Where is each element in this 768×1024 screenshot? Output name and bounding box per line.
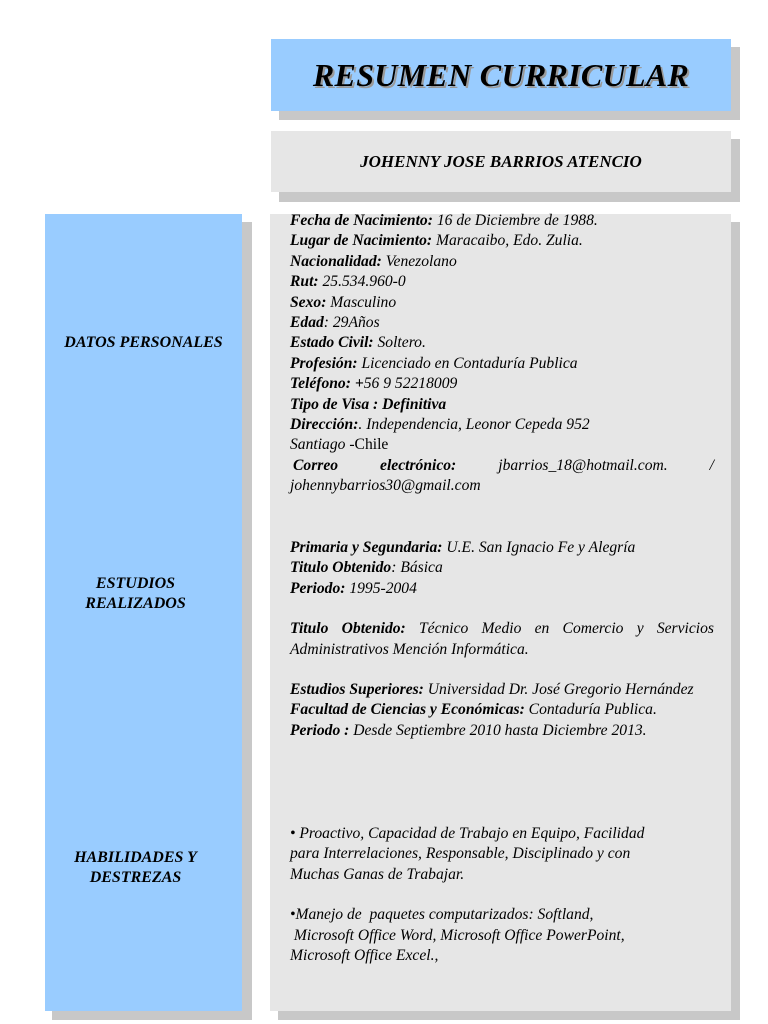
- section-label-personal: [45, 333, 242, 353]
- title1-row: [290, 558, 714, 578]
- profession-row: [290, 354, 714, 374]
- period2-row: [290, 721, 714, 741]
- studies-block: [290, 538, 714, 741]
- skill-item: • Proactivo, Capacidad de Trabajo en Equipo, Facilidad: [290, 825, 645, 842]
- title-banner: [271, 39, 731, 111]
- field-label: Teléfono: +: [290, 375, 364, 393]
- field-label: Periodo :: [290, 721, 350, 739]
- field-value: Soltero.: [373, 334, 426, 352]
- rut-row: [290, 272, 714, 292]
- skills-block: [290, 824, 714, 966]
- field-label: Nacionalidad:: [290, 252, 382, 270]
- field-label: Titulo Obtenido: [290, 559, 392, 577]
- section-label-text: ESTUDIOS: [95, 575, 176, 592]
- nationality-row: [290, 252, 714, 272]
- field-value: Contaduría Publica.: [524, 701, 657, 719]
- field-value: Técnico Medio en Comercio y Servicios Administrativos Mención Informática.: [290, 620, 715, 658]
- section-label-studies: [37, 574, 234, 614]
- field-label: Edad: [290, 314, 324, 332]
- name-banner: [271, 131, 731, 192]
- field-value: 25.534.960-0: [318, 273, 406, 291]
- field-value: Venezolano: [381, 252, 457, 270]
- field-label: Tipo de Visa : Definitiva: [290, 395, 447, 413]
- field-label: Primaria y Segundaria:: [290, 539, 443, 556]
- section-label-skills: [37, 848, 234, 888]
- section-label-text: DESTREZAS: [89, 869, 182, 886]
- personal-data-block: [290, 211, 714, 497]
- field-value: Maracaibo, Edo. Zulia.: [432, 232, 583, 250]
- field-label: Correo electrónico:: [293, 456, 457, 474]
- age-row: [290, 313, 714, 333]
- higher-studies-row: [290, 680, 714, 700]
- section-label-text: HABILIDADES Y: [74, 849, 197, 866]
- email-link[interactable]: jbarrios_18@hotmail.com.: [498, 456, 668, 474]
- section-column: [45, 214, 242, 1011]
- skill-item: para Interrelaciones, Responsable, Disciplinado y con: [290, 845, 631, 863]
- field-label: Facultad de Ciencias y Económicas:: [290, 701, 525, 719]
- email-link[interactable]: johennybarrios30@gmail.com: [290, 477, 481, 495]
- section-label-text: REALIZADOS: [85, 595, 186, 612]
- field-value: -Chile: [345, 436, 389, 454]
- field-label: Profesión:: [290, 354, 358, 372]
- field-value: Santiago: [290, 436, 346, 454]
- field-label: Sexo:: [290, 293, 327, 311]
- visa-row: [290, 395, 714, 415]
- field-label: Estudios Superiores:: [290, 681, 424, 699]
- field-label: Titulo Obtenido:: [290, 620, 406, 638]
- field-value: 56 9 52218009: [363, 375, 458, 393]
- field-label: Fecha de Nacimiento:: [290, 212, 433, 229]
- birth-date-row: [290, 211, 714, 231]
- field-label: Rut:: [290, 273, 319, 291]
- field-value: Universidad Dr. José Gregorio Hernández: [423, 681, 694, 699]
- primary-row: [290, 538, 714, 558]
- skill-item: Microsoft Office Word, Microsoft Office PowerPoint,: [290, 926, 625, 944]
- field-value: Masculino: [326, 293, 397, 311]
- civil-status-row: [290, 333, 714, 353]
- field-value: : Básica: [391, 559, 443, 577]
- field-value: 16 de Diciembre de 1988.: [432, 212, 598, 229]
- field-value: Desde Septiembre 2010 hasta Diciembre 2013.: [349, 721, 647, 739]
- period1-row: [290, 579, 714, 599]
- field-value: 1995-2004: [345, 579, 417, 597]
- field-label: Estado Civil:: [290, 334, 374, 352]
- field-value: Licenciado en Contaduría Publica: [357, 354, 578, 372]
- birth-place-row: [290, 231, 714, 251]
- field-value: : 29Años: [323, 314, 380, 332]
- city-row: [290, 435, 714, 455]
- email-row: [290, 456, 714, 476]
- field-separator: /: [709, 456, 714, 474]
- page-title: RESUMEN CURRICULAR: [312, 56, 690, 93]
- skill-item: •Manejo de paquetes computarizados: Softland,: [290, 906, 594, 924]
- section-label-text: DATOS PERSONALES: [64, 334, 223, 351]
- title2-row: [290, 619, 714, 660]
- phone-row: [290, 374, 714, 394]
- email-row-2: [290, 476, 714, 496]
- content-column: [270, 214, 731, 1011]
- skill-item: Muchas Ganas de Trabajar.: [290, 865, 465, 883]
- address-row: [290, 415, 714, 435]
- field-label: Lugar de Nacimiento:: [290, 232, 433, 250]
- field-label: Dirección:: [290, 416, 359, 434]
- field-label: Periodo:: [290, 579, 346, 597]
- full-name: JOHENNY JOSE BARRIOS ATENCIO: [360, 151, 642, 171]
- skill-item: Microsoft Office Excel.,: [290, 947, 439, 965]
- field-value: . Independencia, Leonor Cepeda 952: [358, 416, 590, 434]
- field-value: U.E. San Ignacio Fe y Alegría: [442, 539, 636, 556]
- sex-row: [290, 293, 714, 313]
- faculty-row: [290, 700, 714, 720]
